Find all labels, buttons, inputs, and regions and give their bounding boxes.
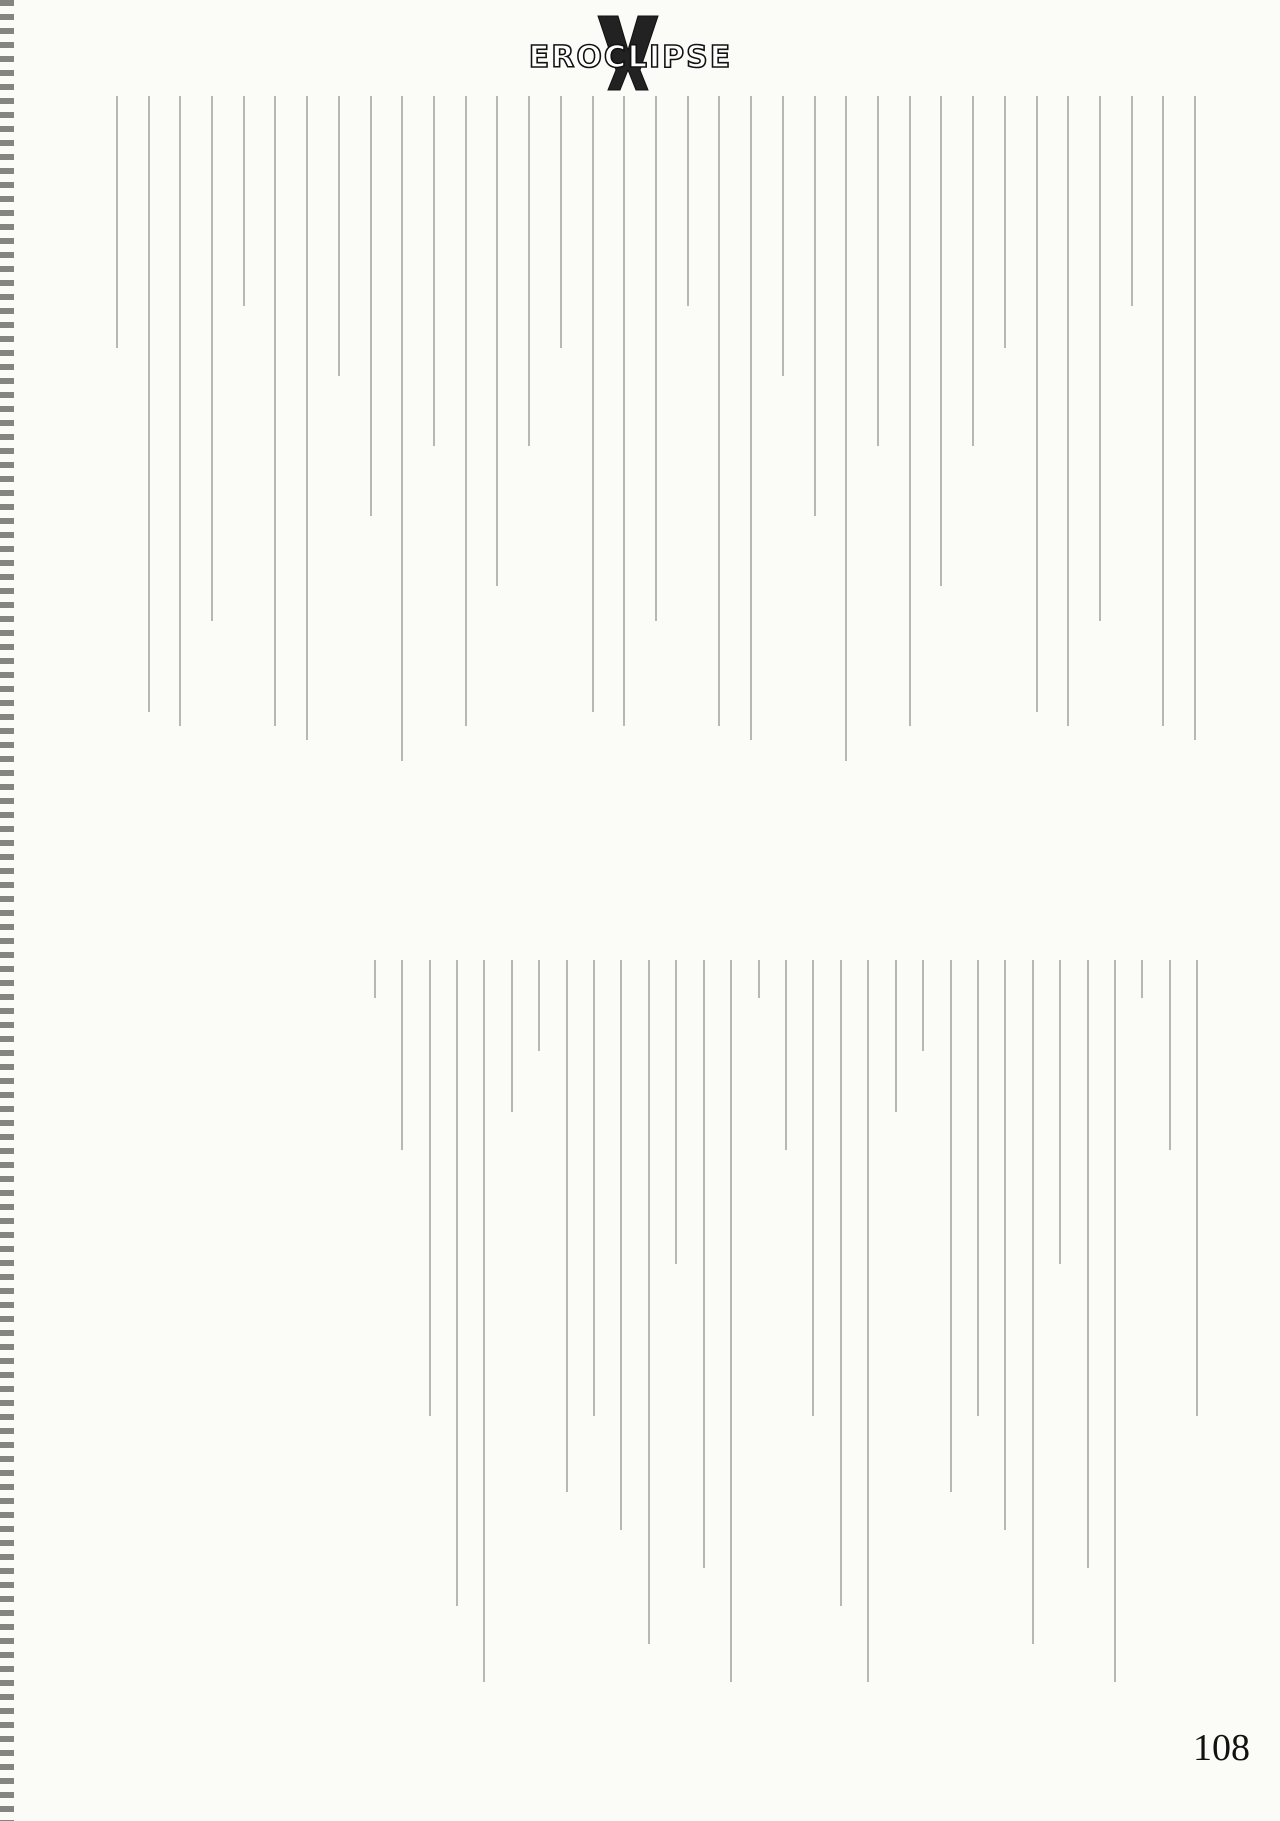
text-line <box>812 960 814 1416</box>
text-line <box>148 96 150 712</box>
text-line <box>465 96 467 726</box>
text-line <box>1196 960 1198 1416</box>
text-line <box>1032 960 1034 1644</box>
text-line <box>867 960 869 1682</box>
text-line <box>511 960 513 1112</box>
text-line <box>940 96 942 586</box>
text-line <box>648 960 650 1644</box>
text-line <box>401 960 403 1150</box>
text-line <box>374 960 376 998</box>
text-line <box>895 960 897 1112</box>
text-line <box>1131 96 1133 306</box>
text-line <box>1099 96 1101 621</box>
text-line <box>877 96 879 446</box>
text-line <box>401 96 403 761</box>
text-line <box>1087 960 1089 1568</box>
text-line <box>675 960 677 1264</box>
text-line <box>211 96 213 621</box>
text-line <box>840 960 842 1606</box>
text-line <box>758 960 760 998</box>
lower-text-column <box>360 960 1210 1720</box>
text-line <box>972 96 974 446</box>
text-line <box>456 960 458 1606</box>
text-line <box>338 96 340 376</box>
text-line <box>538 960 540 1051</box>
text-line <box>433 96 435 446</box>
text-line <box>977 960 979 1416</box>
text-line <box>429 960 431 1416</box>
text-line <box>592 96 594 712</box>
eroclipse-logo <box>508 10 753 92</box>
text-line <box>620 960 622 1530</box>
text-line <box>730 960 732 1682</box>
text-line <box>1194 96 1196 740</box>
page-number: 108 <box>1193 1727 1250 1769</box>
text-line <box>1059 960 1061 1264</box>
text-line <box>814 96 816 516</box>
text-line <box>1141 960 1143 998</box>
text-line <box>750 96 752 740</box>
text-line <box>655 96 657 621</box>
text-line <box>593 960 595 1416</box>
text-line <box>909 96 911 726</box>
text-line <box>566 960 568 1492</box>
text-line <box>703 960 705 1568</box>
text-line <box>496 96 498 586</box>
upper-text-column <box>100 96 1210 796</box>
text-line <box>922 960 924 1051</box>
text-line <box>560 96 562 348</box>
text-line <box>1162 96 1164 726</box>
text-line <box>623 96 625 726</box>
text-line <box>1169 960 1171 1150</box>
text-line <box>785 960 787 1150</box>
text-line <box>116 96 118 348</box>
text-line <box>1004 96 1006 348</box>
text-line <box>306 96 308 740</box>
text-line <box>274 96 276 726</box>
text-line <box>687 96 689 306</box>
page-edge-binding <box>0 0 14 1821</box>
text-line <box>782 96 784 376</box>
text-line <box>370 96 372 516</box>
text-line <box>1004 960 1006 1530</box>
text-line <box>179 96 181 726</box>
text-line <box>528 96 530 446</box>
text-line <box>1036 96 1038 712</box>
text-line <box>718 96 720 726</box>
text-line <box>1114 960 1116 1682</box>
logo-wordmark: EROCLIPSE <box>528 40 733 75</box>
text-line <box>845 96 847 761</box>
text-line <box>243 96 245 306</box>
text-line <box>950 960 952 1492</box>
text-line <box>483 960 485 1682</box>
text-line <box>1067 96 1069 726</box>
